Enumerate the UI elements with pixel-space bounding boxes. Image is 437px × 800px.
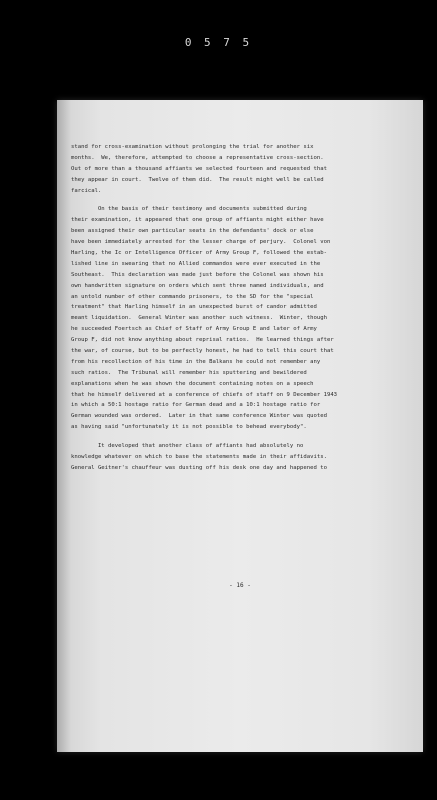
text-line: from his recollection of his time in the Balkans he could not remember any: [71, 358, 321, 365]
paragraph: [71, 204, 419, 433]
text-line: General Geitner's chauffeur was dusting off his desk one day and happened to: [71, 464, 327, 471]
document-body: [71, 142, 419, 474]
text-line: the war, of course, but to be perfectly honest, he had to tell this court that: [71, 348, 334, 355]
text-line: meant liquidation. General Winter was another such witness. Winter, though: [71, 315, 327, 322]
page-number: - 16 -: [229, 582, 251, 589]
paragraph: [71, 441, 419, 474]
text-line: knowledge whatever on which to base the statements made in their affidavits.: [71, 454, 327, 461]
text-line: Group F, did not know anything about reprisal ratios. He learned things after: [71, 337, 334, 344]
text-line: explanations when he was shown the document containing notes on a speech: [71, 380, 314, 387]
text-line: On the basis of their testimony and documents submitted during: [71, 206, 307, 213]
paragraph-gap: [71, 433, 419, 441]
text-line: an untold number of other commando prisoners, to the SD for the "special: [71, 293, 314, 300]
page-edge-shadow: [57, 100, 71, 752]
text-line: have been immediately arrested for the lesser charge of perjury. Colonel von: [71, 239, 331, 246]
text-line: been assigned their own particular seats in the defendants' dock or else: [71, 228, 314, 235]
text-line: German wounded was ordered. Later in that same conference Winter was quoted: [71, 413, 327, 420]
text-line: treatment" that Harling himself in an unexpected burst of candor admitted: [71, 304, 317, 311]
text-line: in which a 50:1 hostage ratio for German dead and a 10:1 hostage ratio for: [71, 402, 321, 409]
text-line: such ratios. The Tribunal will remember his sputtering and bewildered: [71, 369, 307, 376]
text-line: that he himself delivered at a conference of chiefs of staff on 9 December 1943: [71, 391, 338, 398]
text-line: he succeeded Foertsch as Chief of Staff of Army Group E and later of Army: [71, 326, 317, 333]
text-line: they appear in court. Twelve of them did. The result might well be called: [71, 176, 324, 183]
text-line: own handwritten signature on orders which sent three named individuals, and: [71, 282, 324, 289]
text-line: stand for cross-examination without prolonging the trial for another six: [71, 144, 314, 150]
paragraph: [71, 142, 419, 196]
text-line: months. We, therefore, attempted to choose a representative cross-section.: [71, 154, 324, 161]
paragraph-gap: [71, 196, 419, 204]
text-line: Out of more than a thousand affiants we selected fourteen and requested that: [71, 165, 327, 172]
document-page: [57, 100, 423, 752]
text-line: It developed that another class of affiants had absolutely no: [71, 443, 304, 450]
text-line: lished line in swearing that no Allied commandos were ever executed in the: [71, 260, 321, 267]
text-line: their examination, it appeared that one group of affiants might either have: [71, 217, 324, 224]
text-line: as having said "unfortunately it is not possible to behead everybody".: [71, 424, 307, 431]
text-line: farcical.: [71, 187, 102, 194]
frame-number: 0 5 7 5: [184, 36, 253, 49]
text-line: Harling, the Ic or Intelligence Officer of Army Group F, followed the estab-: [71, 250, 327, 257]
text-line: Southeast. This declaration was made just before the Colonel was shown his: [71, 271, 324, 278]
